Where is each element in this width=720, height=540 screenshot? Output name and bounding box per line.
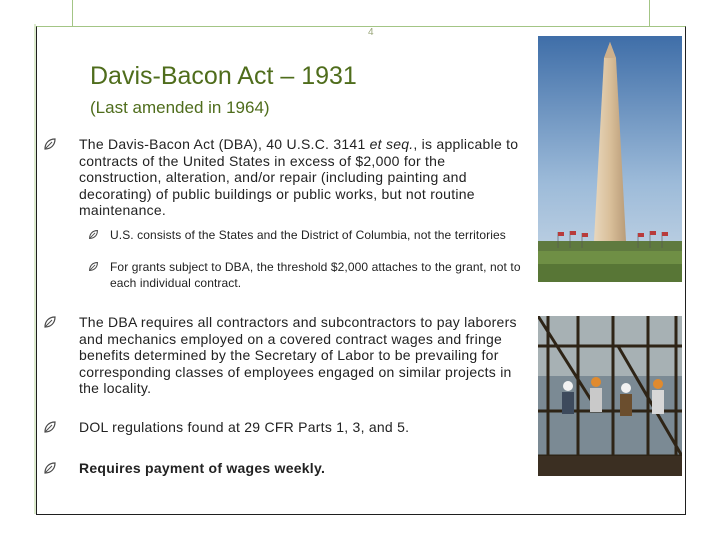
bullet-weekly-wages — [79, 460, 529, 477]
bullet-text-post: , is applicable to contracts of the United States in excess of $2,000 for the construction, alteration, and/or repair (including painting and decorating) of public buildings or public works, but not routine maintenance. — [79, 136, 519, 218]
construction-workers-photo — [538, 316, 682, 476]
bullet-text-pre: The Davis-Bacon Act (DBA), 40 U.S.C. 3141 — [79, 136, 370, 152]
sub-bullet-text: U.S. consists of the States and the District of Columbia, not the territories — [110, 228, 506, 242]
bullet-text-emph: et seq. — [369, 136, 414, 152]
slide-title: Davis-Bacon Act – 1931 — [90, 62, 357, 90]
bullet-text: DOL regulations found at 29 CFR Parts 1, 3, and 5. — [79, 419, 410, 435]
sub-bullet-text: For grants subject to DBA, the threshold $2,000 attaches to the grant, not to each individual contract. — [110, 260, 521, 290]
sub-bullet-threshold — [110, 260, 535, 291]
bullet-dba-wages — [79, 314, 529, 397]
leaf-bullet-icon — [88, 261, 99, 272]
bullet-text: The DBA requires all contractors and subcontractors to pay laborers and mechanics employed on a covered contract wages and fringe benefits determined by the Secretary of Labor to be prevailing for corresponding classes of employees engaged on similar projects in the locality. — [79, 314, 517, 396]
sub-bullet-territories — [110, 228, 530, 244]
leaf-bullet-icon — [88, 229, 99, 240]
leaf-bullet-icon — [43, 137, 57, 151]
leaf-bullet-icon — [43, 461, 57, 475]
page-number: 4 — [368, 27, 374, 38]
slide-subtitle: (Last amended in 1964) — [90, 98, 270, 117]
leaf-bullet-icon — [43, 420, 57, 434]
bullet-dol-regulations — [79, 419, 529, 436]
frame-accent — [34, 24, 36, 514]
bullet-text: Requires payment of wages weekly. — [79, 460, 326, 476]
leaf-bullet-icon — [43, 315, 57, 329]
top-decoration — [72, 0, 650, 27]
washington-monument-photo — [538, 36, 682, 282]
bullet-dba-scope — [79, 136, 524, 219]
